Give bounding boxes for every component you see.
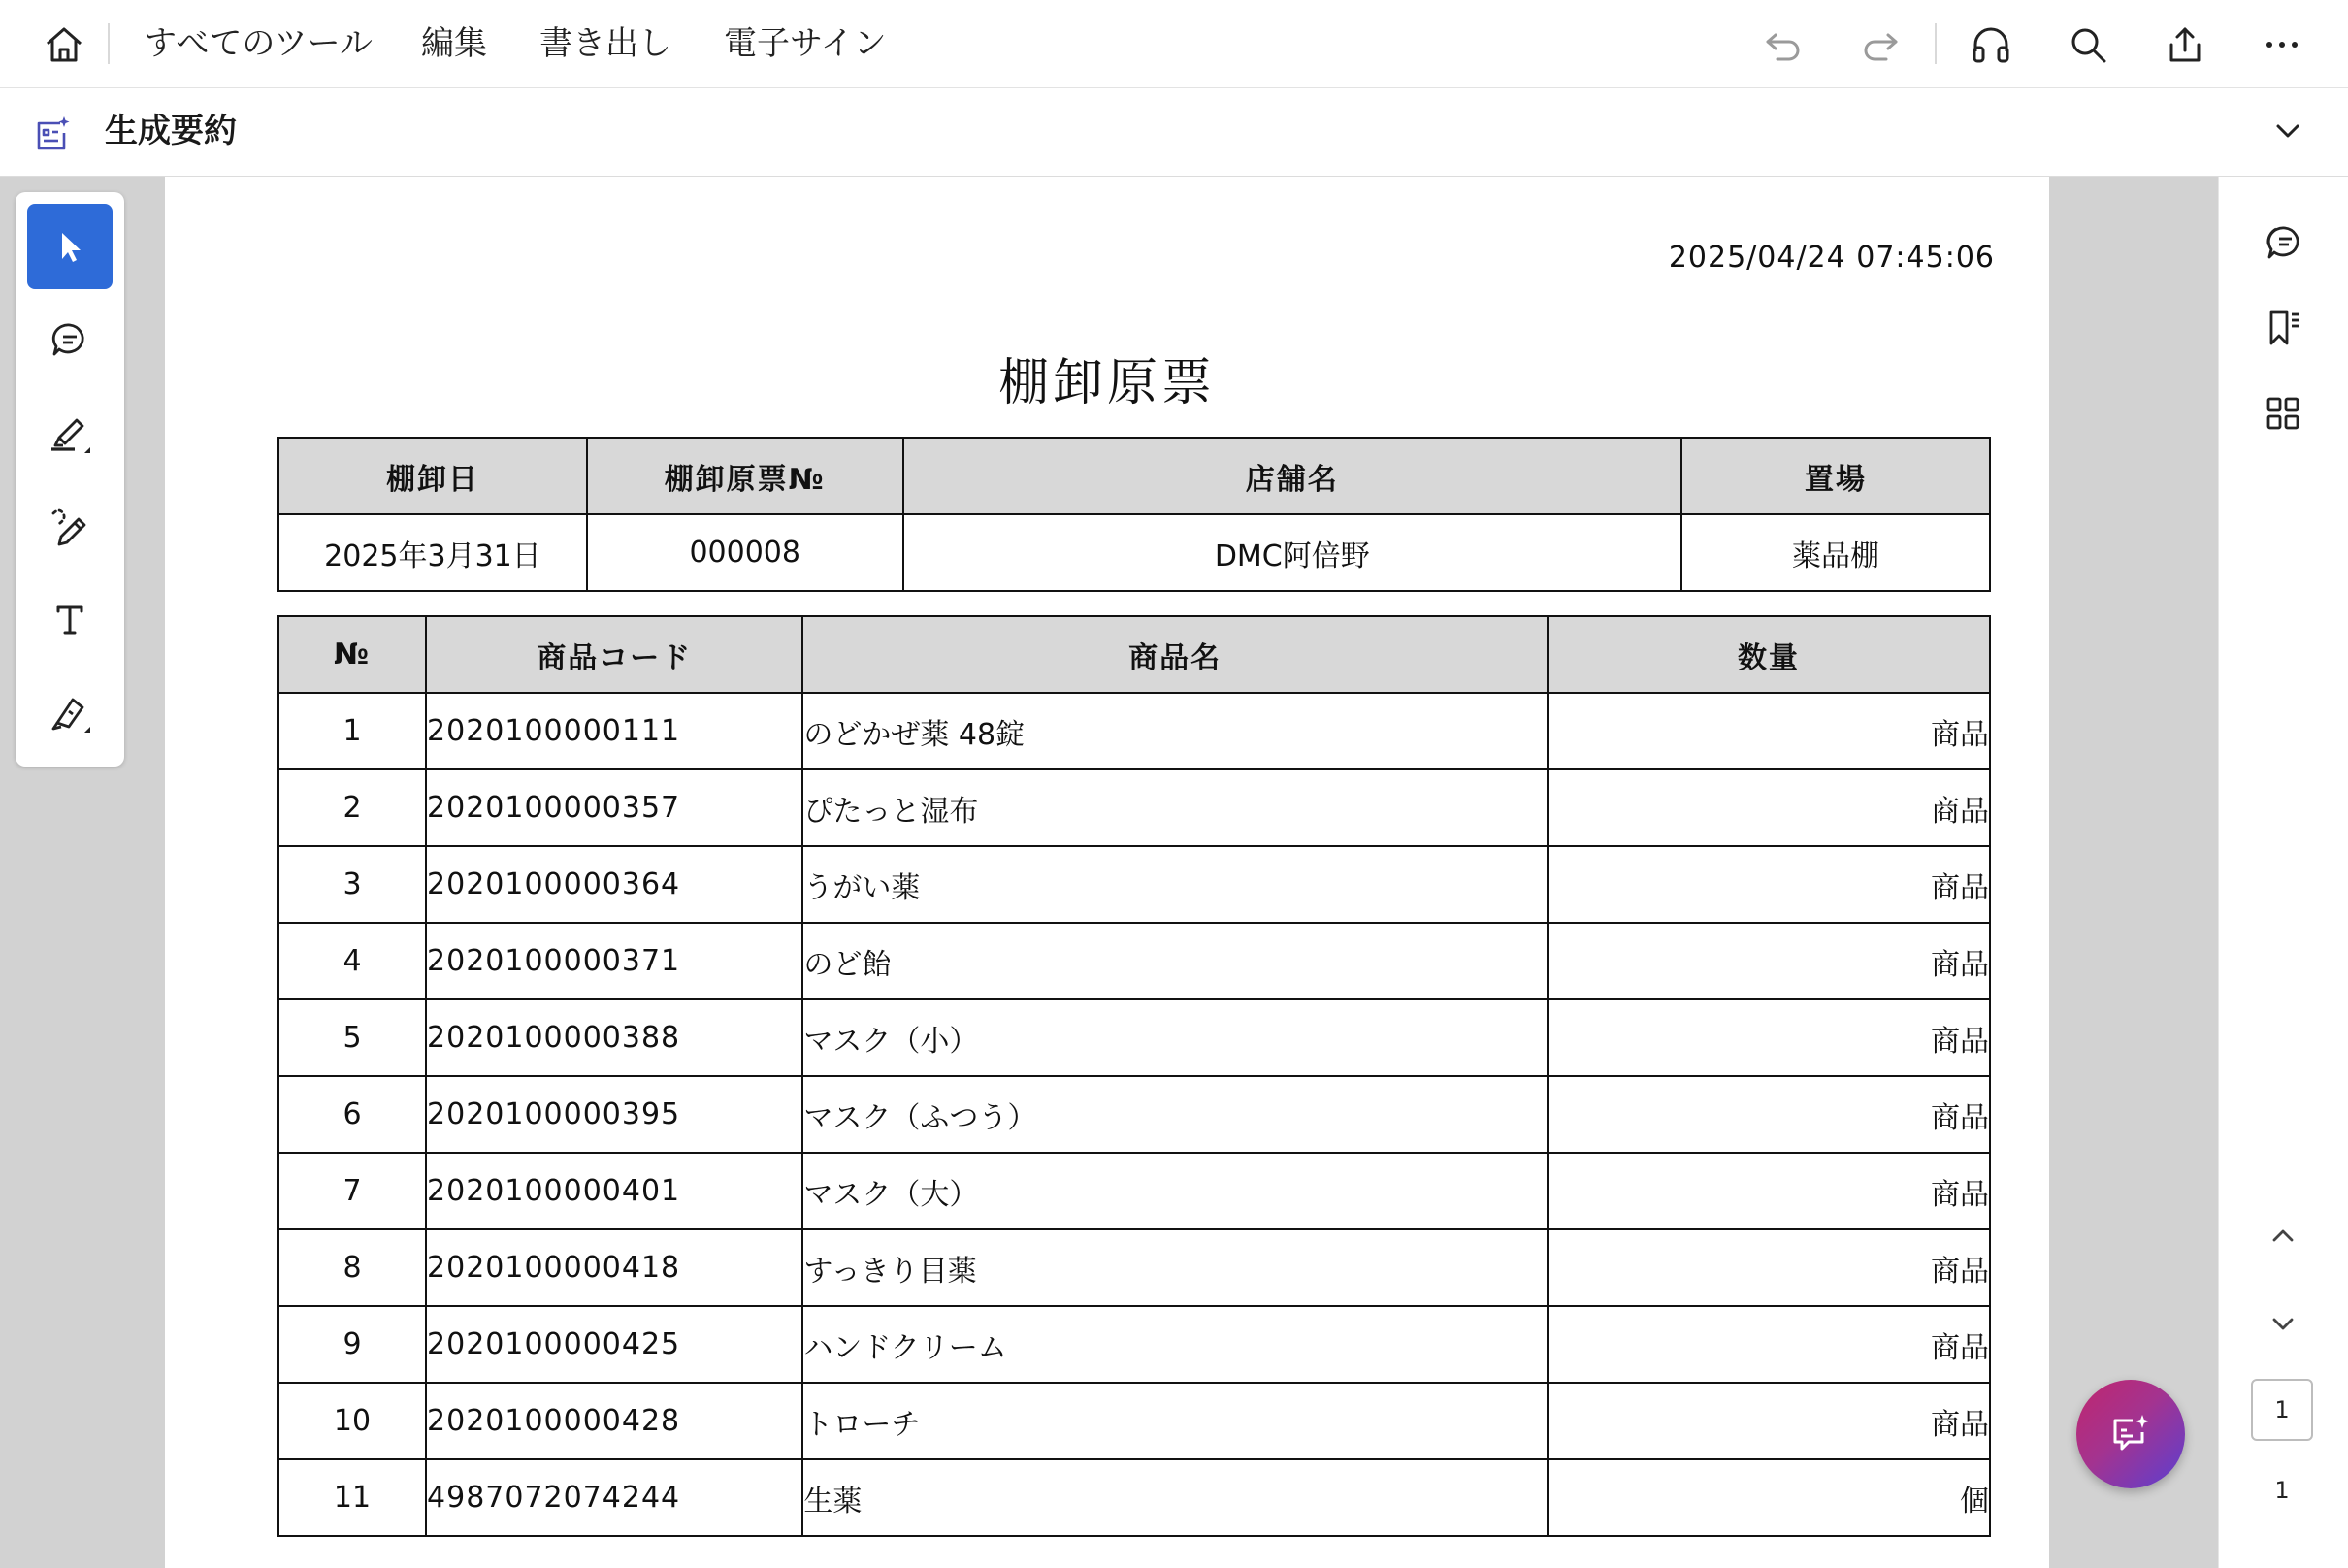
row-no: 3 — [278, 846, 426, 923]
page-up-icon[interactable] — [2256, 1209, 2310, 1263]
header-col-location: 置場 — [1681, 438, 1990, 514]
row-product-name: 生薬 — [802, 1459, 1548, 1536]
items-col-qty: 数量 — [1548, 616, 1990, 693]
row-product-code: 2020100000401 — [426, 1153, 802, 1229]
toolbar-divider — [1935, 23, 1937, 64]
menu-all-tools[interactable]: すべてのツール — [144, 24, 373, 63]
header-table — [277, 437, 1991, 592]
row-quantity: 商品 — [1548, 1076, 1990, 1153]
summary-title: 生成要約 — [105, 112, 237, 150]
current-page-input[interactable]: 1 — [2251, 1379, 2313, 1441]
table-row — [278, 1229, 1990, 1306]
undo-icon[interactable] — [1758, 19, 1809, 70]
row-product-name: のど飴 — [802, 923, 1548, 999]
row-product-code: 2020100000371 — [426, 923, 802, 999]
text-tool[interactable] — [27, 576, 113, 662]
row-product-name: マスク（小） — [802, 999, 1548, 1076]
menu-export[interactable]: 書き出し — [539, 24, 671, 63]
row-product-name: マスク（大） — [802, 1153, 1548, 1229]
menu-e-sign[interactable]: 電子サイン — [724, 24, 887, 63]
redo-icon[interactable] — [1855, 19, 1906, 70]
header-value-location: 薬品棚 — [1681, 514, 1990, 591]
document-title: 棚卸原票 — [997, 354, 1216, 412]
row-product-name: のどかぜ薬 48錠 — [802, 693, 1548, 769]
toolbar-divider — [108, 23, 110, 64]
row-product-code: 2020100000388 — [426, 999, 802, 1076]
header-col-date: 棚卸日 — [278, 438, 587, 514]
row-no: 9 — [278, 1306, 426, 1383]
row-no: 5 — [278, 999, 426, 1076]
row-product-name: うがい薬 — [802, 846, 1548, 923]
row-quantity: 商品 — [1548, 1306, 1990, 1383]
table-row — [278, 1459, 1990, 1536]
draw-tool[interactable] — [27, 483, 113, 569]
pencil-draw-icon — [48, 504, 92, 548]
row-product-code: 4987072074244 — [426, 1459, 802, 1536]
table-row — [278, 1383, 1990, 1459]
header-value-slip-no: 000008 — [587, 514, 903, 591]
header-value-store: DMC阿倍野 — [903, 514, 1682, 591]
row-product-code: 2020100000428 — [426, 1383, 802, 1459]
home-icon[interactable] — [41, 21, 87, 68]
highlighter-icon — [48, 410, 92, 455]
sign-tool[interactable] — [27, 670, 113, 755]
text-icon — [50, 600, 89, 638]
top-toolbar — [0, 0, 2348, 88]
header-value-date: 2025年3月31日 — [278, 514, 587, 591]
row-quantity: 商品 — [1548, 846, 1990, 923]
ai-assistant-icon — [2105, 1409, 2156, 1459]
row-product-code: 2020100000111 — [426, 693, 802, 769]
row-quantity: 商品 — [1548, 1153, 1990, 1229]
row-product-code: 2020100000364 — [426, 846, 802, 923]
row-no: 11 — [278, 1459, 426, 1536]
row-product-name: すっきり目薬 — [802, 1229, 1548, 1306]
row-no: 7 — [278, 1153, 426, 1229]
row-quantity: 商品 — [1548, 1229, 1990, 1306]
comment-icon — [49, 319, 90, 360]
generative-summary-bar[interactable] — [0, 88, 2348, 177]
page-down-icon[interactable] — [2256, 1296, 2310, 1351]
table-row — [278, 1153, 1990, 1229]
more-icon[interactable] — [2257, 19, 2307, 70]
menu-edit[interactable]: 編集 — [421, 24, 487, 63]
comments-panel-icon[interactable] — [2256, 215, 2310, 270]
table-row — [278, 846, 1990, 923]
row-no: 1 — [278, 693, 426, 769]
items-col-code: 商品コード — [426, 616, 802, 693]
comment-tool[interactable] — [27, 297, 113, 382]
table-row — [278, 999, 1990, 1076]
bookmarks-icon[interactable] — [2256, 301, 2310, 355]
table-row — [278, 923, 1990, 999]
row-product-name: ハンドクリーム — [802, 1306, 1548, 1383]
items-table — [277, 615, 1991, 1537]
search-icon[interactable] — [2063, 19, 2113, 70]
row-product-name: マスク（ふつう） — [802, 1076, 1548, 1153]
row-no: 6 — [278, 1076, 426, 1153]
row-product-code: 2020100000357 — [426, 769, 802, 846]
row-quantity: 商品 — [1548, 999, 1990, 1076]
headphones-icon[interactable] — [1966, 19, 2016, 70]
table-row — [278, 1306, 1990, 1383]
pen-sign-icon — [48, 690, 92, 735]
document-page — [165, 177, 2049, 1568]
items-col-name: 商品名 — [802, 616, 1548, 693]
row-quantity: 商品 — [1548, 1383, 1990, 1459]
row-no: 10 — [278, 1383, 426, 1459]
thumbnails-icon[interactable] — [2256, 386, 2310, 441]
chevron-down-icon[interactable] — [2265, 108, 2311, 154]
header-col-slip-no: 棚卸原票№ — [587, 438, 903, 514]
row-quantity: 商品 — [1548, 769, 1990, 846]
table-row — [278, 693, 1990, 769]
share-icon[interactable] — [2160, 19, 2210, 70]
row-quantity: 商品 — [1548, 923, 1990, 999]
row-no: 4 — [278, 923, 426, 999]
ai-assistant-button[interactable] — [2076, 1380, 2185, 1488]
row-no: 2 — [278, 769, 426, 846]
table-row — [278, 769, 1990, 846]
row-product-name: トローチ — [802, 1383, 1548, 1459]
summary-icon — [29, 110, 76, 156]
total-pages: 1 — [2274, 1477, 2290, 1504]
row-quantity: 個 — [1548, 1459, 1990, 1536]
table-row — [278, 1076, 1990, 1153]
items-col-no: № — [278, 616, 426, 693]
row-no: 8 — [278, 1229, 426, 1306]
row-quantity: 商品 — [1548, 693, 1990, 769]
row-product-code: 2020100000395 — [426, 1076, 802, 1153]
document-timestamp: 2025/04/24 07:45:06 — [1668, 241, 1995, 275]
row-product-name: ぴたっと湿布 — [802, 769, 1548, 846]
highlight-tool[interactable] — [27, 390, 113, 475]
header-col-store: 店舗名 — [903, 438, 1682, 514]
cursor-icon — [51, 228, 88, 265]
tool-palette — [16, 192, 124, 767]
row-product-code: 2020100000425 — [426, 1306, 802, 1383]
row-product-code: 2020100000418 — [426, 1229, 802, 1306]
select-tool[interactable] — [27, 204, 113, 289]
